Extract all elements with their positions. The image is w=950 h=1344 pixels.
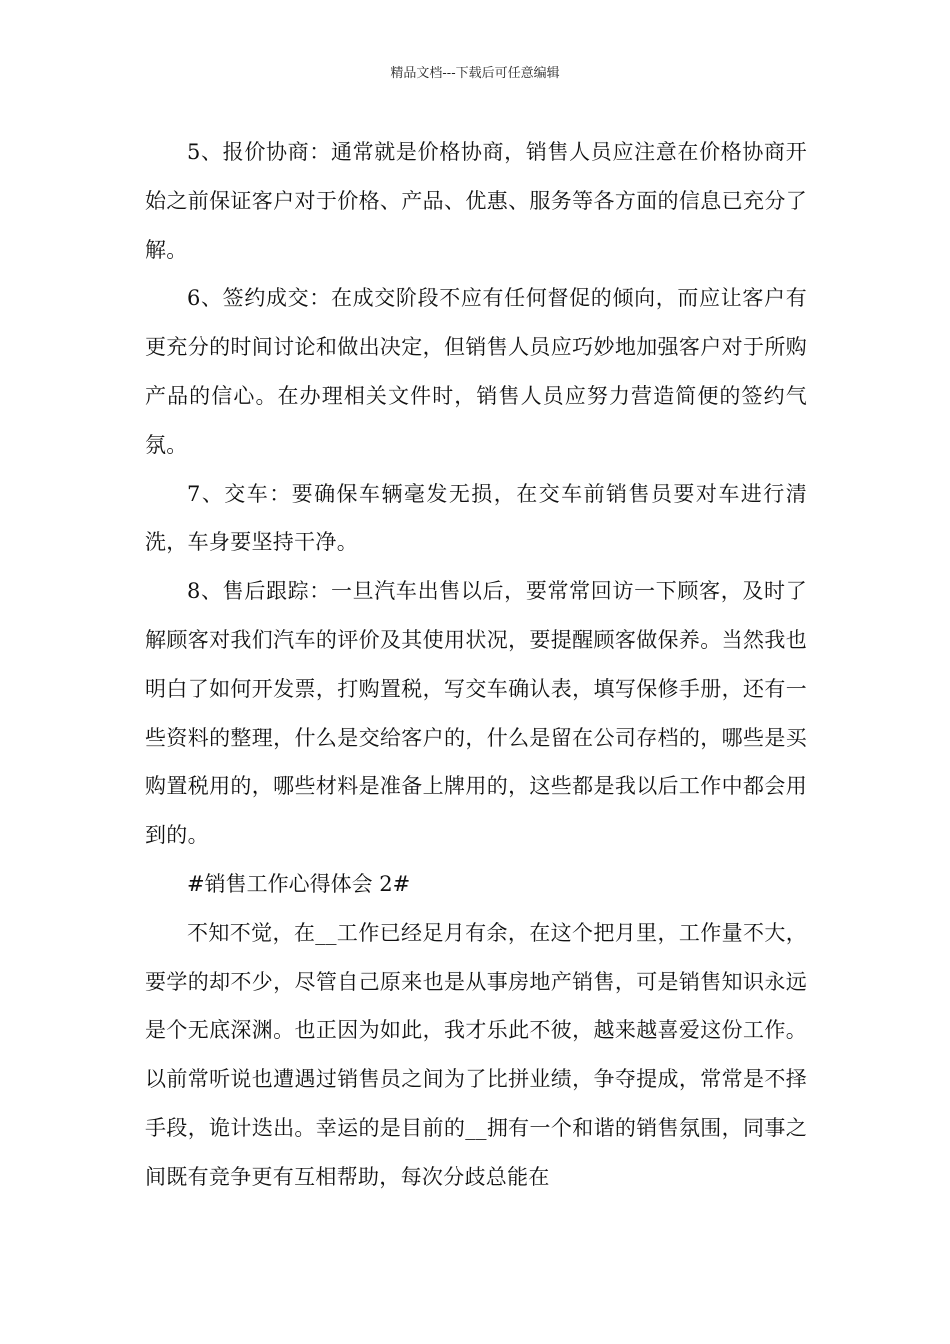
document-body [145,128,807,1202]
paragraph-signing: 6、签约成交：在成交阶段不应有任何督促的倾向，而应让客户有更充分的时间讨论和做出决定，但销售人员应巧妙地加强客户对于所购产品的信心。在办理相关文件时，销售人员应努力营造简便的签约气氛。 [145,286,807,457]
paragraph-after-sales: 8、售后跟踪：一旦汽车出售以后，要常常回访一下顾客，及时了解顾客对我们汽车的评价及其使用状况，要提醒顾客做保养。当然我也明白了如何开发票，打购置税，写交车确认表，填写保修手册，还有一些资料的整理，什么是交给客户的，什么是留在公司存档的，哪些是买购置税用的，哪些材料是准备上牌用的，这些都是我以后工作中都会用到的。 [145,579,807,848]
page-header: 精品文档---下载后可任意编辑 [390,66,560,81]
section-heading: #销售工作心得体会 2# [187,871,411,896]
paragraph-experience: 不知不觉，在__工作已经足月有余，在这个把月里，工作量不大，要学的却不少，尽管自己原来也是从事房地产销售，可是销售知识永远是个无底深渊。也正因为如此，我才乐此不彼，越来越喜爱这份工作。以前常听说也遭遇过销售员之间为了比拼业绩，争夺提成，常常是不择手段，诡计迭出。幸运的是目前的__拥有一个和谐的销售氛围，同事之间既有竞争更有互相帮助，每次分歧总能在 [145,920,807,1189]
paragraph-delivery: 7、交车：要确保车辆毫发无损，在交车前销售员要对车进行清洗，车身要坚持干净。 [145,481,807,555]
paragraph-quote-negotiation: 5、报价协商：通常就是价格协商，销售人员应注意在价格协商开始之前保证客户对于价格、产品、优惠、服务等各方面的信息已充分了解。 [145,140,807,262]
